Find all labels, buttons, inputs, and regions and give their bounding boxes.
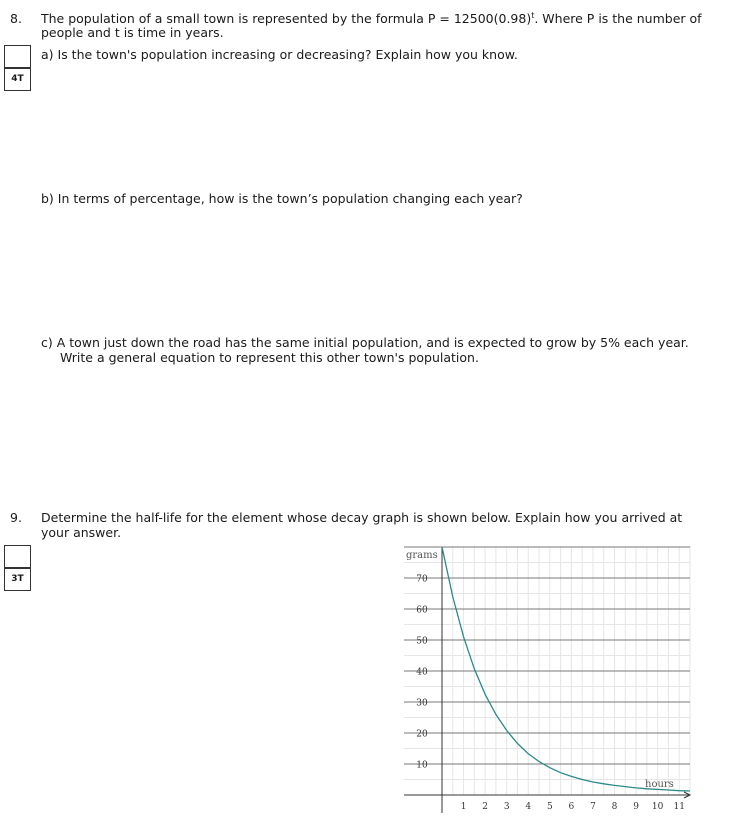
question-9-score-box[interactable] [4, 545, 31, 568]
question-8-formula-text: The population of a small town is represented by the formula P = 12500(0.98) [41, 11, 532, 26]
y-tick-label: 70 [416, 574, 428, 585]
question-8-score-box[interactable] [4, 45, 31, 68]
x-tick-label: 1 [460, 802, 467, 812]
question-9-stem-line1: Determine the half-life for the element whose decay graph is shown below. Explain how you arrived at [41, 510, 683, 525]
question-8-marks: 4T [11, 74, 24, 84]
question-8-stem-line2: people and t is time in years. [41, 25, 224, 40]
x-tick-label: 10 [651, 802, 664, 812]
decay-curve [442, 547, 690, 791]
formula-exponent: t [531, 11, 535, 20]
question-8-marks-box [4, 68, 31, 91]
y-tick-label: 50 [416, 636, 428, 647]
x-tick-label: 11 [673, 802, 685, 812]
question-8-stem-tail: . Where P is the number of [534, 11, 702, 26]
x-tick-label: 9 [633, 802, 639, 812]
x-tick-label: 6 [568, 802, 575, 812]
question-9-stem-line2: your answer. [41, 525, 122, 540]
question-8-part-b: b) In terms of percentage, how is the town’s population changing each year? [41, 191, 523, 206]
x-tick-label: 7 [590, 802, 596, 812]
y-tick-label: 60 [416, 605, 428, 616]
question-9-marks: 3T [11, 574, 24, 584]
y-tick-label: 40 [416, 667, 428, 678]
x-tick-label: 5 [546, 802, 553, 812]
y-tick-label: 20 [416, 729, 428, 740]
question-8-part-a: a) Is the town's population increasing or decreasing? Explain how you know. [41, 47, 518, 62]
x-axis-label: hours [645, 779, 674, 790]
y-tick-label: 10 [416, 760, 428, 771]
y-axis-label: grams [406, 550, 438, 561]
x-tick-label: 2 [482, 802, 488, 812]
question-9-number: 9. [10, 510, 22, 525]
question-8-part-c-line2: Write a general equation to represent this other town's population. [60, 350, 479, 365]
question-8-part-c-line1: c) A town just down the road has the same initial population, and is expected to grow by 5% each year. [41, 335, 689, 350]
x-tick-label: 3 [503, 802, 510, 812]
question-8-stem [41, 11, 702, 26]
decay-chart [404, 545, 694, 815]
chart-series [442, 547, 690, 791]
x-tick-label: 8 [611, 802, 618, 812]
question-9-marks-box [4, 568, 31, 591]
y-tick-label: 30 [416, 698, 428, 709]
question-8-number: 8. [10, 11, 22, 26]
x-tick-label: 4 [525, 802, 532, 812]
